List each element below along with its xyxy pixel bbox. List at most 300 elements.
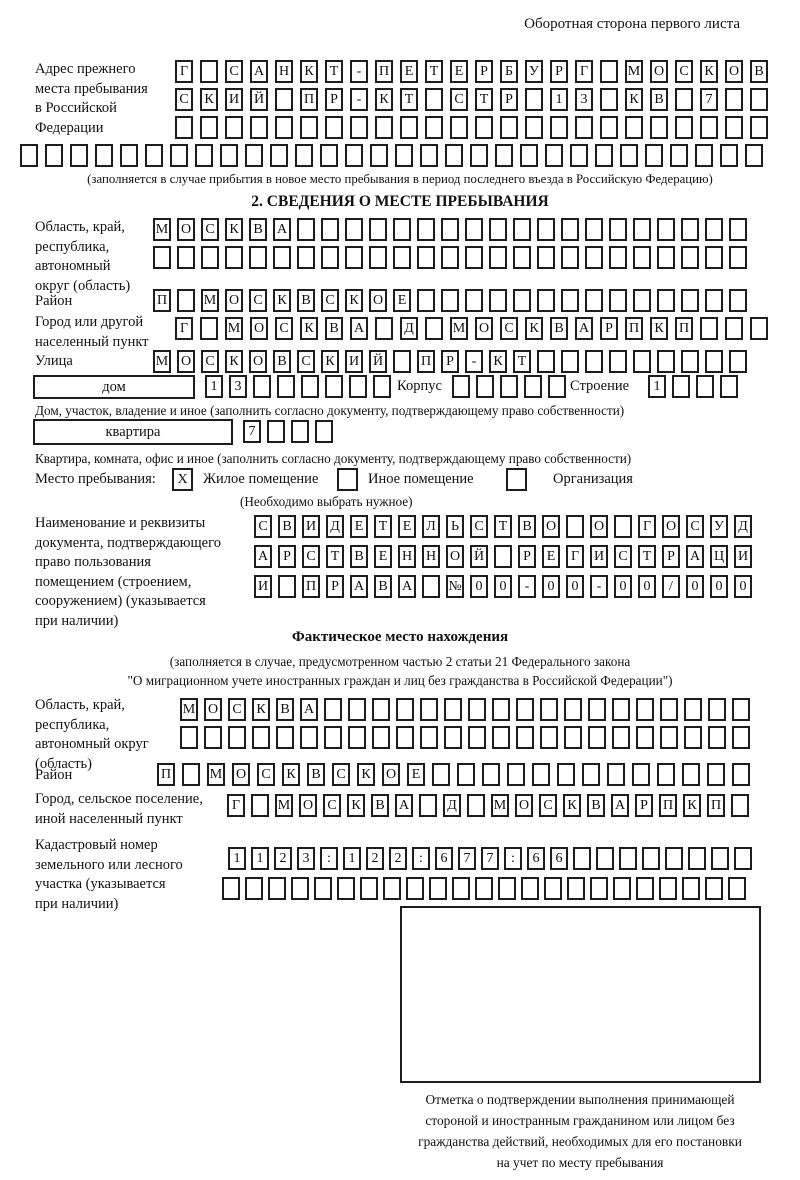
char-cell[interactable] (688, 847, 706, 870)
char-cell[interactable] (452, 877, 470, 900)
char-cell[interactable]: Р (518, 545, 536, 568)
char-cell[interactable]: Е (407, 763, 425, 786)
char-cell[interactable]: К (489, 350, 507, 373)
char-cell[interactable] (650, 116, 668, 139)
char-cell[interactable] (470, 144, 488, 167)
char-cell[interactable] (267, 420, 285, 443)
char-cell[interactable]: В (350, 545, 368, 568)
char-cell[interactable]: 1 (228, 847, 246, 870)
char-cell[interactable] (585, 350, 603, 373)
char-cell[interactable]: П (417, 350, 435, 373)
char-cell[interactable] (520, 144, 538, 167)
char-cell[interactable]: Р (278, 545, 296, 568)
char-cell[interactable] (619, 847, 637, 870)
char-cell[interactable] (251, 794, 269, 817)
char-cell[interactable] (564, 698, 582, 721)
char-cell[interactable] (494, 545, 512, 568)
char-cell[interactable] (429, 877, 447, 900)
char-cell[interactable] (545, 144, 563, 167)
char-cell[interactable] (250, 116, 268, 139)
char-cell[interactable]: Г (638, 515, 656, 538)
char-cell[interactable] (734, 847, 752, 870)
char-cell[interactable] (300, 726, 318, 749)
char-cell[interactable] (750, 317, 768, 340)
char-cell[interactable] (444, 726, 462, 749)
char-cell[interactable] (657, 350, 675, 373)
char-cell[interactable] (337, 877, 355, 900)
char-cell[interactable]: Е (398, 515, 416, 538)
char-cell[interactable] (705, 218, 723, 241)
char-cell[interactable] (425, 116, 443, 139)
char-cell[interactable] (682, 877, 700, 900)
char-cell[interactable]: П (375, 60, 393, 83)
char-cell[interactable]: М (180, 698, 198, 721)
char-cell[interactable]: Р (326, 575, 344, 598)
char-cell[interactable] (406, 877, 424, 900)
char-cell[interactable]: М (207, 763, 225, 786)
char-cell[interactable]: Р (325, 88, 343, 111)
char-cell[interactable]: У (525, 60, 543, 83)
char-cell[interactable] (420, 144, 438, 167)
char-cell[interactable]: В (587, 794, 605, 817)
char-cell[interactable]: 0 (638, 575, 656, 598)
char-cell[interactable]: : (320, 847, 338, 870)
char-cell[interactable]: Р (600, 317, 618, 340)
char-cell[interactable] (585, 289, 603, 312)
char-cell[interactable] (725, 116, 743, 139)
char-cell[interactable]: 6 (435, 847, 453, 870)
char-cell[interactable] (600, 88, 618, 111)
char-cell[interactable]: № (446, 575, 464, 598)
char-cell[interactable] (729, 289, 747, 312)
char-cell[interactable] (277, 375, 295, 398)
char-cell[interactable] (750, 88, 768, 111)
char-cell[interactable]: 0 (734, 575, 752, 598)
char-cell[interactable]: В (297, 289, 315, 312)
char-cell[interactable] (513, 289, 531, 312)
char-cell[interactable] (276, 726, 294, 749)
char-cell[interactable] (665, 847, 683, 870)
char-cell[interactable] (297, 246, 315, 269)
char-cell[interactable]: А (300, 698, 318, 721)
char-cell[interactable] (457, 763, 475, 786)
char-cell[interactable]: А (611, 794, 629, 817)
char-cell[interactable]: Ц (710, 545, 728, 568)
char-cell[interactable]: 1 (205, 375, 223, 398)
char-cell[interactable] (636, 698, 654, 721)
char-cell[interactable]: Й (250, 88, 268, 111)
char-cell[interactable]: С (470, 515, 488, 538)
char-cell[interactable]: С (201, 350, 219, 373)
char-cell[interactable] (441, 246, 459, 269)
char-cell[interactable] (613, 877, 631, 900)
char-cell[interactable]: О (225, 289, 243, 312)
char-cell[interactable]: О (590, 515, 608, 538)
char-cell[interactable] (672, 375, 690, 398)
char-cell[interactable] (682, 763, 700, 786)
char-cell[interactable]: 3 (229, 375, 247, 398)
char-cell[interactable] (725, 317, 743, 340)
char-cell[interactable]: Т (513, 350, 531, 373)
char-cell[interactable]: В (750, 60, 768, 83)
char-cell[interactable]: 2 (274, 847, 292, 870)
char-cell[interactable]: С (249, 289, 267, 312)
char-cell[interactable]: 7 (243, 420, 261, 443)
char-cell[interactable] (600, 60, 618, 83)
char-cell[interactable] (468, 698, 486, 721)
char-cell[interactable] (725, 88, 743, 111)
char-cell[interactable] (348, 726, 366, 749)
char-cell[interactable]: О (204, 698, 222, 721)
char-cell[interactable]: 7 (700, 88, 718, 111)
char-cell[interactable]: П (302, 575, 320, 598)
char-cell[interactable]: Т (374, 515, 392, 538)
char-cell[interactable]: : (412, 847, 430, 870)
char-cell[interactable]: А (250, 60, 268, 83)
char-cell[interactable] (684, 726, 702, 749)
char-cell[interactable] (625, 116, 643, 139)
char-cell[interactable] (585, 246, 603, 269)
char-cell[interactable] (636, 726, 654, 749)
char-cell[interactable] (475, 877, 493, 900)
char-cell[interactable]: 0 (566, 575, 584, 598)
char-cell[interactable] (524, 375, 542, 398)
char-cell[interactable] (684, 698, 702, 721)
checkbox-organization[interactable] (506, 468, 527, 491)
char-cell[interactable] (642, 847, 660, 870)
char-cell[interactable] (507, 763, 525, 786)
char-cell[interactable]: Т (638, 545, 656, 568)
house-field[interactable]: дом (33, 375, 195, 399)
char-cell[interactable] (301, 375, 319, 398)
char-cell[interactable] (465, 289, 483, 312)
char-cell[interactable]: Т (425, 60, 443, 83)
char-cell[interactable] (609, 246, 627, 269)
char-cell[interactable]: Т (326, 545, 344, 568)
char-cell[interactable]: Г (566, 545, 584, 568)
char-cell[interactable]: О (515, 794, 533, 817)
char-cell[interactable] (441, 218, 459, 241)
char-cell[interactable] (489, 218, 507, 241)
char-cell[interactable] (489, 246, 507, 269)
char-cell[interactable] (705, 350, 723, 373)
char-cell[interactable] (468, 726, 486, 749)
char-cell[interactable] (315, 420, 333, 443)
char-cell[interactable] (614, 515, 632, 538)
char-cell[interactable]: С (297, 350, 315, 373)
char-cell[interactable] (548, 375, 566, 398)
char-cell[interactable]: - (518, 575, 536, 598)
char-cell[interactable]: Р (662, 545, 680, 568)
char-cell[interactable] (516, 698, 534, 721)
char-cell[interactable] (681, 289, 699, 312)
char-cell[interactable] (728, 877, 746, 900)
char-cell[interactable]: С (450, 88, 468, 111)
char-cell[interactable]: С (323, 794, 341, 817)
char-cell[interactable]: Г (175, 60, 193, 83)
char-cell[interactable] (720, 144, 738, 167)
char-cell[interactable]: Г (175, 317, 193, 340)
char-cell[interactable]: К (700, 60, 718, 83)
char-cell[interactable] (200, 317, 218, 340)
char-cell[interactable]: В (550, 317, 568, 340)
char-cell[interactable] (249, 246, 267, 269)
char-cell[interactable] (441, 289, 459, 312)
char-cell[interactable] (225, 246, 243, 269)
char-cell[interactable]: / (662, 575, 680, 598)
char-cell[interactable] (373, 375, 391, 398)
char-cell[interactable] (660, 698, 678, 721)
char-cell[interactable]: С (201, 218, 219, 241)
char-cell[interactable] (228, 726, 246, 749)
char-cell[interactable]: М (225, 317, 243, 340)
char-cell[interactable] (476, 375, 494, 398)
char-cell[interactable]: М (491, 794, 509, 817)
char-cell[interactable]: Н (275, 60, 293, 83)
char-cell[interactable]: О (177, 350, 195, 373)
char-cell[interactable] (393, 246, 411, 269)
char-cell[interactable]: 0 (614, 575, 632, 598)
char-cell[interactable] (708, 726, 726, 749)
char-cell[interactable] (557, 763, 575, 786)
char-cell[interactable]: Т (494, 515, 512, 538)
char-cell[interactable] (321, 246, 339, 269)
char-cell[interactable]: 6 (527, 847, 545, 870)
char-cell[interactable]: Н (422, 545, 440, 568)
char-cell[interactable]: К (525, 317, 543, 340)
char-cell[interactable]: К (563, 794, 581, 817)
char-cell[interactable]: Г (575, 60, 593, 83)
char-cell[interactable] (320, 144, 338, 167)
char-cell[interactable] (521, 877, 539, 900)
char-cell[interactable] (537, 289, 555, 312)
char-cell[interactable] (314, 877, 332, 900)
char-cell[interactable] (350, 116, 368, 139)
char-cell[interactable] (419, 794, 437, 817)
char-cell[interactable] (537, 218, 555, 241)
char-cell[interactable] (273, 246, 291, 269)
char-cell[interactable] (513, 246, 531, 269)
char-cell[interactable] (345, 246, 363, 269)
char-cell[interactable] (729, 246, 747, 269)
char-cell[interactable] (492, 726, 510, 749)
char-cell[interactable] (595, 144, 613, 167)
char-cell[interactable] (417, 289, 435, 312)
char-cell[interactable]: П (157, 763, 175, 786)
char-cell[interactable]: С (321, 289, 339, 312)
char-cell[interactable] (396, 726, 414, 749)
char-cell[interactable]: Р (475, 60, 493, 83)
char-cell[interactable]: 0 (542, 575, 560, 598)
char-cell[interactable] (645, 144, 663, 167)
char-cell[interactable]: 1 (343, 847, 361, 870)
char-cell[interactable]: Л (422, 515, 440, 538)
char-cell[interactable] (482, 763, 500, 786)
char-cell[interactable] (252, 726, 270, 749)
char-cell[interactable] (561, 350, 579, 373)
char-cell[interactable]: И (590, 545, 608, 568)
char-cell[interactable] (750, 116, 768, 139)
char-cell[interactable] (657, 218, 675, 241)
char-cell[interactable]: О (369, 289, 387, 312)
char-cell[interactable] (609, 289, 627, 312)
char-cell[interactable]: И (302, 515, 320, 538)
char-cell[interactable] (120, 144, 138, 167)
char-cell[interactable]: П (625, 317, 643, 340)
char-cell[interactable] (489, 289, 507, 312)
char-cell[interactable] (540, 698, 558, 721)
char-cell[interactable]: И (254, 575, 272, 598)
char-cell[interactable] (607, 763, 625, 786)
char-cell[interactable]: Д (443, 794, 461, 817)
char-cell[interactable]: П (707, 794, 725, 817)
char-cell[interactable] (432, 763, 450, 786)
apartment-field[interactable]: квартира (33, 419, 233, 445)
char-cell[interactable] (417, 218, 435, 241)
char-cell[interactable] (729, 218, 747, 241)
char-cell[interactable] (681, 218, 699, 241)
char-cell[interactable] (696, 375, 714, 398)
char-cell[interactable]: К (273, 289, 291, 312)
char-cell[interactable] (705, 246, 723, 269)
char-cell[interactable]: - (465, 350, 483, 373)
char-cell[interactable] (561, 218, 579, 241)
char-cell[interactable]: 6 (550, 847, 568, 870)
char-cell[interactable]: 2 (389, 847, 407, 870)
char-cell[interactable] (369, 246, 387, 269)
char-cell[interactable] (745, 144, 763, 167)
char-cell[interactable] (465, 246, 483, 269)
char-cell[interactable]: К (625, 88, 643, 111)
char-cell[interactable]: И (345, 350, 363, 373)
char-cell[interactable] (570, 144, 588, 167)
char-cell[interactable] (498, 877, 516, 900)
char-cell[interactable]: У (710, 515, 728, 538)
char-cell[interactable]: О (232, 763, 250, 786)
char-cell[interactable] (525, 116, 543, 139)
char-cell[interactable]: К (225, 218, 243, 241)
char-cell[interactable]: К (225, 350, 243, 373)
char-cell[interactable] (657, 246, 675, 269)
char-cell[interactable] (633, 218, 651, 241)
char-cell[interactable] (348, 698, 366, 721)
char-cell[interactable]: П (675, 317, 693, 340)
char-cell[interactable] (731, 794, 749, 817)
char-cell[interactable]: Т (475, 88, 493, 111)
char-cell[interactable]: С (675, 60, 693, 83)
char-cell[interactable]: А (350, 317, 368, 340)
char-cell[interactable]: О (446, 545, 464, 568)
char-cell[interactable]: К (252, 698, 270, 721)
char-cell[interactable]: К (321, 350, 339, 373)
char-cell[interactable]: 0 (710, 575, 728, 598)
char-cell[interactable] (291, 877, 309, 900)
char-cell[interactable] (609, 218, 627, 241)
char-cell[interactable] (425, 317, 443, 340)
char-cell[interactable] (537, 246, 555, 269)
char-cell[interactable] (681, 246, 699, 269)
char-cell[interactable]: Е (542, 545, 560, 568)
char-cell[interactable]: Е (400, 60, 418, 83)
char-cell[interactable]: 3 (575, 88, 593, 111)
char-cell[interactable] (325, 375, 343, 398)
char-cell[interactable] (393, 218, 411, 241)
char-cell[interactable] (513, 218, 531, 241)
char-cell[interactable]: Р (550, 60, 568, 83)
char-cell[interactable] (588, 698, 606, 721)
char-cell[interactable] (372, 698, 390, 721)
char-cell[interactable] (275, 116, 293, 139)
char-cell[interactable]: Т (400, 88, 418, 111)
char-cell[interactable] (360, 877, 378, 900)
char-cell[interactable]: Д (734, 515, 752, 538)
char-cell[interactable]: О (177, 218, 195, 241)
char-cell[interactable] (561, 246, 579, 269)
char-cell[interactable]: 1 (648, 375, 666, 398)
char-cell[interactable] (700, 116, 718, 139)
checkbox-other-premises[interactable] (337, 468, 358, 491)
char-cell[interactable]: Й (369, 350, 387, 373)
char-cell[interactable]: О (725, 60, 743, 83)
char-cell[interactable]: В (307, 763, 325, 786)
char-cell[interactable] (729, 350, 747, 373)
char-cell[interactable] (324, 726, 342, 749)
char-cell[interactable]: Н (398, 545, 416, 568)
char-cell[interactable] (175, 116, 193, 139)
char-cell[interactable] (675, 116, 693, 139)
char-cell[interactable] (321, 218, 339, 241)
char-cell[interactable] (708, 698, 726, 721)
char-cell[interactable]: М (153, 350, 171, 373)
char-cell[interactable]: Й (470, 545, 488, 568)
char-cell[interactable] (225, 116, 243, 139)
char-cell[interactable] (268, 877, 286, 900)
char-cell[interactable]: С (257, 763, 275, 786)
char-cell[interactable] (420, 698, 438, 721)
char-cell[interactable]: 7 (481, 847, 499, 870)
char-cell[interactable]: С (539, 794, 557, 817)
char-cell[interactable] (609, 350, 627, 373)
char-cell[interactable] (383, 877, 401, 900)
char-cell[interactable] (420, 726, 438, 749)
char-cell[interactable]: Т (325, 60, 343, 83)
char-cell[interactable]: 3 (297, 847, 315, 870)
char-cell[interactable]: С (686, 515, 704, 538)
char-cell[interactable]: 1 (550, 88, 568, 111)
char-cell[interactable]: - (350, 88, 368, 111)
char-cell[interactable] (275, 88, 293, 111)
char-cell[interactable] (396, 698, 414, 721)
char-cell[interactable] (452, 375, 470, 398)
char-cell[interactable]: А (273, 218, 291, 241)
char-cell[interactable]: А (395, 794, 413, 817)
char-cell[interactable]: М (201, 289, 219, 312)
char-cell[interactable] (500, 375, 518, 398)
char-cell[interactable]: С (254, 515, 272, 538)
char-cell[interactable]: Е (393, 289, 411, 312)
char-cell[interactable]: И (225, 88, 243, 111)
char-cell[interactable] (681, 350, 699, 373)
char-cell[interactable] (220, 144, 238, 167)
char-cell[interactable] (495, 144, 513, 167)
char-cell[interactable] (620, 144, 638, 167)
char-cell[interactable] (475, 116, 493, 139)
char-cell[interactable] (575, 116, 593, 139)
char-cell[interactable] (632, 763, 650, 786)
char-cell[interactable] (182, 763, 200, 786)
char-cell[interactable] (300, 116, 318, 139)
char-cell[interactable]: Е (350, 515, 368, 538)
